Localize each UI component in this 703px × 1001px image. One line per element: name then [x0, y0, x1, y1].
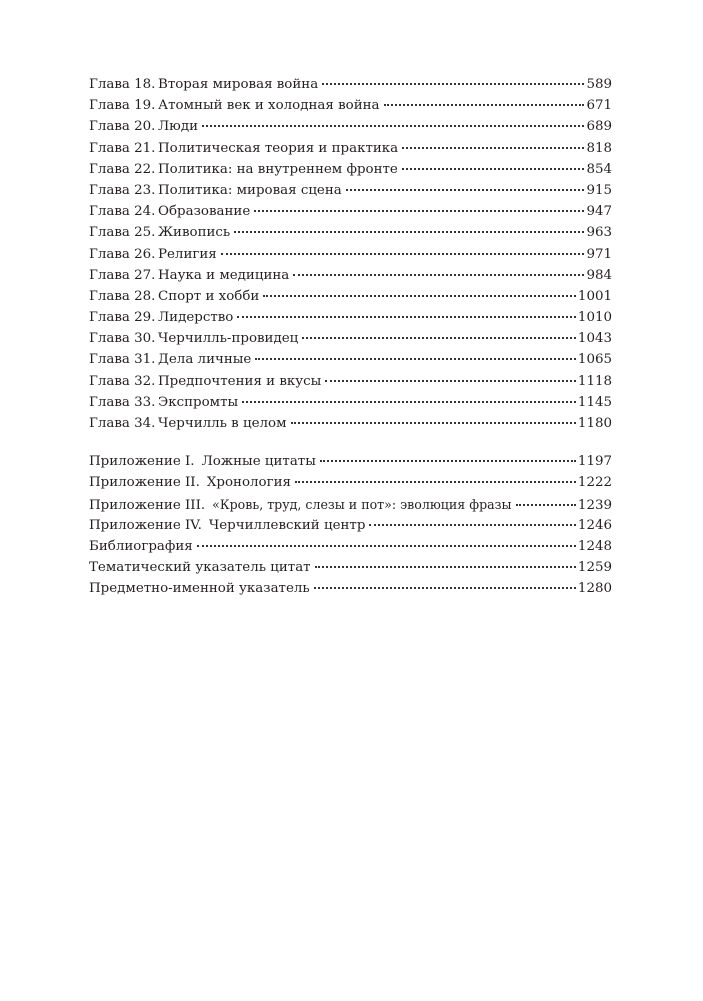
- appendix-title: Черчиллевский центр: [208, 517, 366, 533]
- appendix-title: Хронология: [206, 475, 291, 491]
- toc-entry-chapter-29: [89, 307, 612, 328]
- page-number: 671: [586, 98, 612, 114]
- toc-entry-chapter-20: [89, 116, 612, 137]
- chapter-title: Политика: мировая сцена: [158, 182, 342, 198]
- toc-entry-subject-index: [89, 578, 612, 599]
- toc-entry-chapter-24: [89, 201, 612, 222]
- chapter-title: Черчилль-провидец: [158, 331, 299, 347]
- toc-entry-label: [89, 286, 259, 307]
- page-number: 947: [586, 204, 612, 220]
- chapter-title: Черчилль в целом: [158, 416, 287, 431]
- chapter-number: Глава 29.: [89, 310, 156, 326]
- toc-entry-label: [89, 536, 193, 557]
- chapter-title: Образование: [158, 204, 251, 220]
- chapter-title: Политика: на внутреннем фронте: [158, 161, 398, 177]
- page-number: 963: [586, 225, 612, 241]
- chapter-title: Религия: [158, 246, 217, 262]
- chapter-number: Глава 28.: [89, 288, 156, 304]
- toc-entry-label: [89, 95, 380, 116]
- page-number: 984: [586, 267, 612, 283]
- toc-entry-appendix-2: [89, 472, 612, 493]
- toc-entry-label: [89, 494, 512, 516]
- toc-entry-label: [89, 371, 321, 392]
- chapter-number: Глава 33.: [89, 394, 156, 410]
- page-number: 1259: [577, 560, 612, 576]
- toc-entry-label: [89, 244, 217, 265]
- page-number: 689: [586, 119, 612, 135]
- toc-entry-label: [89, 557, 311, 578]
- page-number: 589: [586, 77, 612, 92]
- dot-leader: [384, 104, 585, 106]
- chapter-title: Дела личные: [158, 352, 252, 368]
- dot-leader: [302, 337, 576, 339]
- page-number: 971: [586, 246, 612, 262]
- chapter-number: Глава 21.: [89, 140, 156, 156]
- dot-leader: [291, 422, 576, 424]
- toc-entry-label: [89, 116, 198, 137]
- toc-entry-chapter-28: [89, 286, 612, 307]
- appendix-number: Приложение IV.: [89, 517, 202, 533]
- appendix-number: Приложение III.: [89, 497, 206, 513]
- toc-entry-appendix-3: [89, 494, 612, 515]
- chapters-list: [89, 74, 612, 434]
- dot-leader: [369, 524, 576, 526]
- toc-entry-chapter-23: [89, 180, 612, 201]
- page-number: 1280: [577, 581, 612, 597]
- page-number: 1248: [577, 538, 612, 554]
- toc-entry-label: [89, 74, 318, 95]
- toc-entry-label: [89, 159, 398, 180]
- toc-entry-chapter-22: [89, 159, 612, 180]
- toc-entry-chapter-33: [89, 392, 612, 413]
- toc-entry-chapter-19: [89, 95, 612, 116]
- dot-leader: [242, 401, 576, 403]
- appendix-title: Ложные цитаты: [201, 454, 316, 470]
- appendix-number: Приложение I.: [89, 454, 195, 470]
- toc-entry-label: [89, 222, 230, 243]
- chapter-number: Глава 20.: [89, 119, 156, 135]
- chapter-number: Глава 32.: [89, 373, 156, 389]
- toc-entry-appendix-4: [89, 515, 612, 536]
- toc-entry-label: [89, 578, 310, 599]
- chapter-title: Предпочтения и вкусы: [158, 373, 322, 389]
- dot-leader: [255, 358, 576, 360]
- chapter-title: Атомный век и холодная война: [158, 98, 380, 114]
- dot-leader: [346, 189, 585, 191]
- toc-entry-label: [89, 138, 398, 159]
- dot-leader: [237, 316, 576, 318]
- page-number: 1145: [577, 394, 612, 410]
- page-number: 1065: [577, 352, 612, 368]
- page-number: 1246: [577, 517, 612, 533]
- section-title: Библиография: [89, 538, 193, 554]
- toc-entry-chapter-27: [89, 265, 612, 286]
- page-number: 854: [586, 161, 612, 177]
- toc-entry-chapter-32: [89, 371, 612, 392]
- chapter-number: Глава 25.: [89, 225, 156, 241]
- chapter-number: Глава 23.: [89, 182, 156, 198]
- page-number: 1197: [577, 454, 612, 470]
- chapter-number: Глава 22.: [89, 161, 156, 177]
- chapter-title: Наука и медицина: [158, 267, 290, 283]
- toc-entry-label: [89, 265, 289, 286]
- chapter-number: Глава 27.: [89, 267, 156, 283]
- page-number: 1239: [577, 497, 612, 513]
- toc-entry-chapter-30: [89, 328, 612, 349]
- dot-leader: [234, 231, 584, 233]
- chapter-title: Вторая мировая война: [158, 77, 319, 92]
- dot-leader: [263, 295, 576, 297]
- dot-leader: [516, 504, 576, 506]
- dot-leader: [293, 274, 584, 276]
- page-number: 1010: [577, 310, 612, 326]
- dot-leader: [322, 83, 584, 85]
- page-number: 915: [586, 182, 612, 198]
- section-title: Предметно-именной указатель: [89, 581, 310, 597]
- toc-entry-chapter-26: [89, 244, 612, 265]
- appendix-title: «Кровь, труд, слезы и пот»: эволюция фразы: [212, 496, 512, 512]
- dot-leader: [197, 545, 576, 547]
- chapter-title: Спорт и хобби: [158, 288, 260, 304]
- table-of-contents: [89, 74, 612, 600]
- toc-entry-label: [89, 201, 250, 222]
- toc-entry-chapter-25: [89, 222, 612, 243]
- section-title: Тематический указатель цитат: [89, 560, 311, 576]
- toc-entry-chapter-18: [89, 74, 612, 95]
- dot-leader: [314, 587, 576, 589]
- appendices-list: [89, 451, 612, 599]
- toc-entry-label: [89, 413, 287, 434]
- chapter-title: Политическая теория и практика: [158, 140, 399, 156]
- toc-entry-label: [89, 180, 342, 201]
- dot-leader: [315, 566, 576, 568]
- dot-leader: [254, 210, 584, 212]
- chapter-number: Глава 34.: [89, 416, 156, 431]
- toc-entry-thematic-index: [89, 557, 612, 578]
- page-number: 1043: [577, 331, 612, 347]
- toc-entry-label: [89, 451, 316, 472]
- chapter-title: Экспромты: [158, 394, 239, 410]
- dot-leader: [295, 481, 576, 483]
- toc-entry-chapter-21: [89, 138, 612, 159]
- page-number: 1222: [577, 475, 612, 491]
- toc-entry-label: [89, 392, 238, 413]
- chapter-number: Глава 19.: [89, 98, 156, 114]
- chapter-title: Лидерство: [158, 310, 234, 326]
- toc-entry-chapter-31: [89, 349, 612, 370]
- chapter-number: Глава 26.: [89, 246, 156, 262]
- page-number: 818: [586, 140, 612, 156]
- dot-leader: [221, 253, 585, 255]
- toc-entry-label: [89, 515, 365, 536]
- dot-leader: [325, 380, 576, 382]
- page-number: 1001: [577, 288, 612, 304]
- toc-entry-label: [89, 328, 298, 349]
- toc-entry-bibliography: [89, 536, 612, 557]
- chapter-title: Люди: [158, 119, 199, 135]
- toc-entry-appendix-1: [89, 451, 612, 472]
- dot-leader: [202, 125, 584, 127]
- toc-entry-label: [89, 307, 233, 328]
- chapter-number: Глава 18.: [89, 77, 156, 92]
- chapter-number: Глава 30.: [89, 331, 156, 347]
- toc-entry-label: [89, 472, 291, 493]
- dot-leader: [320, 460, 576, 462]
- toc-entry-chapter-34: [89, 413, 612, 434]
- chapter-title: Живопись: [158, 225, 231, 241]
- dot-leader: [402, 168, 585, 170]
- chapter-number: Глава 31.: [89, 352, 156, 368]
- appendix-number: Приложение II.: [89, 475, 200, 491]
- toc-entry-label: [89, 349, 251, 370]
- page-number: 1180: [577, 416, 612, 431]
- page-number: 1118: [577, 373, 612, 389]
- chapter-number: Глава 24.: [89, 204, 156, 220]
- dot-leader: [402, 147, 584, 149]
